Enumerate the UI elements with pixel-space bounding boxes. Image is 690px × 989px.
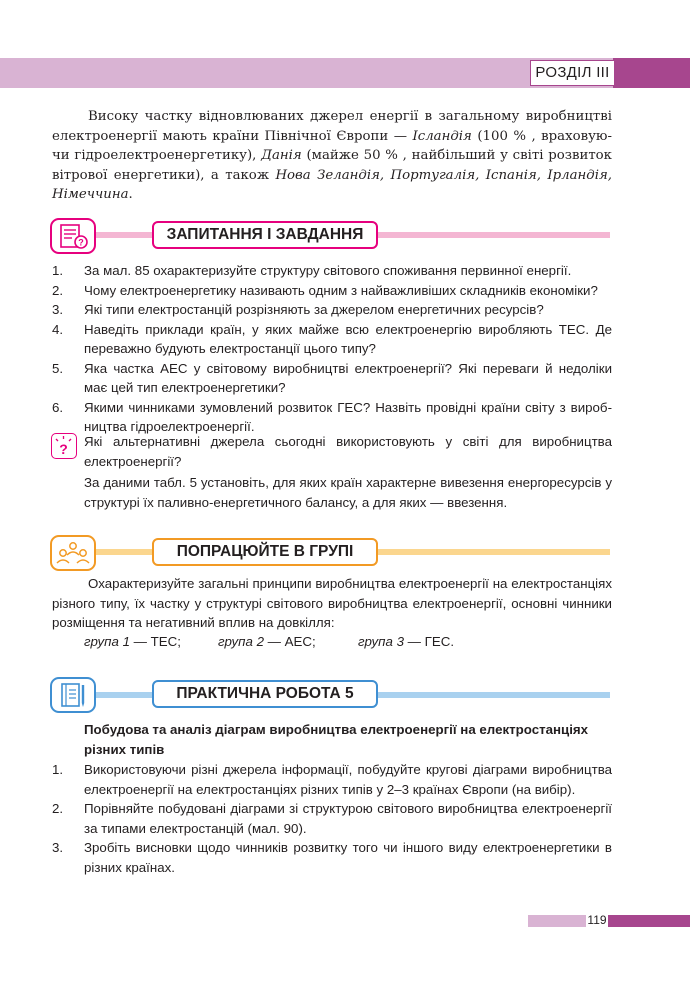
group-1: група 1 — ТЕС;	[84, 634, 181, 649]
country-list: Нова Зеландія, Португалія, Іспанія, Ірландія, Німеччина	[52, 167, 613, 202]
list-item: 1. За мал. 85 охарактеризуйте структуру світового споживання первинної енергії.	[52, 263, 572, 278]
list-item: 4. Наведіть приклади країн, у яких майже всю електроенергію виробляють ТЕС. Де переважно будують електростанції цього типу?	[52, 321, 612, 356]
questions-list	[52, 261, 612, 437]
people-group-icon	[50, 535, 96, 571]
practical-list	[52, 760, 612, 877]
list-item: 3. Які типи електростанцій розрізняють за джерелом енергетичних ресурсів?	[52, 302, 544, 317]
document-question-icon	[50, 218, 96, 254]
intro-paragraph: Високу частку відновлюваних джерел енергії в загальному виробництві електроенергії мають країни Північної Європи — Ісландія (100 % , враховуючи гідроелектроенергетику), Данія (майже 50 % , найбільший у світі розвиток вітрової енергетики), а також Нова Зеландія, Португалія, Іспанія, Ірландія, Німеччина.	[52, 109, 613, 202]
lightbulb-question-icon	[51, 433, 77, 459]
header-band-accent	[613, 58, 690, 88]
country-iceland: Ісландія	[412, 128, 472, 144]
page-number: 119	[587, 913, 607, 927]
list-item: 2. Порівняйте побудовані діаграми зі структурою світового виробництва електроенергії за типами електростанцій (мал. 90).	[52, 801, 612, 836]
group-2: група 2 — АЕС;	[218, 634, 316, 649]
group-title: ПОПРАЦЮЙТЕ В ГРУПІ	[152, 538, 378, 566]
list-item: 3. Зробіть висновки щодо чинників розвитку того чи іншого виду електроенергетики в різних країнах.	[52, 840, 612, 875]
section-label: РОЗДІЛ ІІІ	[530, 60, 614, 86]
group-task: Охарактеризуйте загальні принципи виробництва електроенергії на електростанціях різного типу, їх частку у структурі світового виробництва електроенергії, основні чинники розміщення та негативний вплив на довкілля:	[52, 576, 612, 630]
svg-text:?: ?	[59, 441, 68, 457]
country-denmark: Данія	[261, 148, 302, 163]
list-item: 1. Використовуючи різні джерела інформації, побудуйте кругові діаграми виробництва електроенергії на електростанціях різних типів у 2–3 країнах Європи (на вибір).	[52, 762, 612, 797]
notebook-pencil-icon	[50, 677, 96, 713]
footer-band-accent	[606, 915, 690, 927]
svg-text:?: ?	[78, 237, 84, 248]
think-question: Які альтернативні джерела сьогодні використовують у світі для виробництва електроенергії?	[84, 434, 612, 469]
list-item: 5. Яка частка АЕС у світовому виробництві електроенергії? Які переваги й недоліки має цей тип електроенергетики?	[52, 360, 612, 395]
questions-title: ЗАПИТАННЯ І ЗАВДАННЯ	[152, 221, 378, 249]
group-3: група 3 — ГЕС.	[358, 634, 455, 649]
practical-title: ПРАКТИЧНА РОБОТА 5	[152, 680, 378, 708]
table-task: За даними табл. 5 установіть, для яких країн характерне вивезення енергоресурсів у структурі їх паливно-енергетичного балансу, а для яких — ввезення.	[84, 475, 612, 510]
list-item: 2. Чому електроенергетику називають одним з найважливіших складників економіки?	[52, 282, 598, 298]
practical-subtitle: Побудова та аналіз діаграм виробництва електроенергії на електростанціях різних типів	[84, 722, 589, 757]
group-assignments	[84, 632, 584, 652]
list-item: 6. Якими чинниками зумовлений розвиток ГЕС? Назвіть провідні країни світу з виробництва гідроелектроенергії.	[52, 399, 612, 434]
